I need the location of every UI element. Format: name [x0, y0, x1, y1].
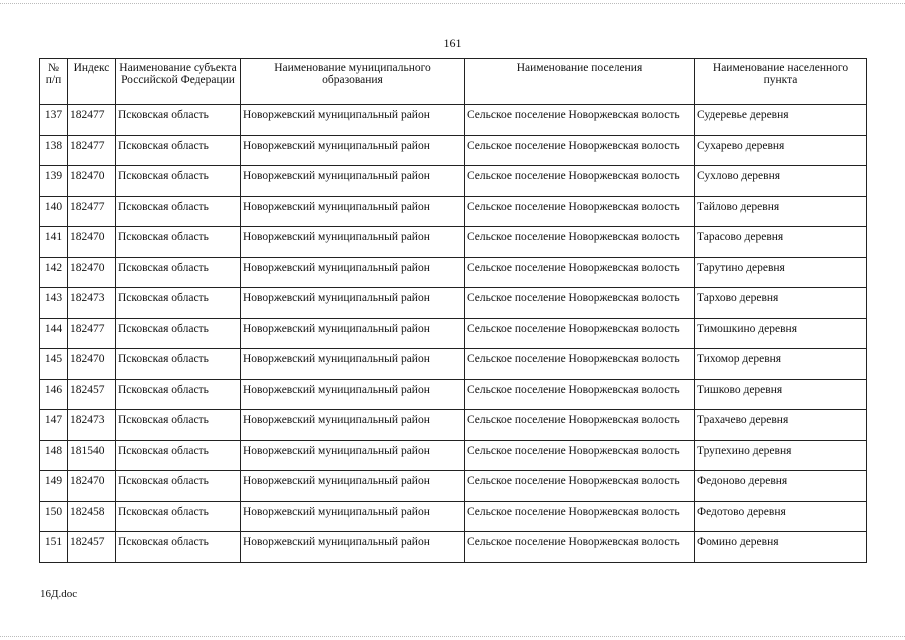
cell-settlement: Сельское поселение Новоржевская волость: [465, 471, 695, 502]
cell-num: 144: [40, 318, 68, 349]
cell-municipality: Новоржевский муниципальный район: [241, 227, 465, 258]
table-row: [40, 288, 867, 319]
settlements-table: [39, 58, 867, 563]
cell-num: 151: [40, 532, 68, 563]
table-header-row: [40, 59, 867, 105]
cell-municipality: Новоржевский муниципальный район: [241, 135, 465, 166]
cell-index: 182470: [68, 471, 116, 502]
cell-index: 182477: [68, 135, 116, 166]
cell-subject: Псковская область: [116, 349, 241, 380]
cell-place: Сухлово деревня: [695, 166, 867, 197]
cell-subject: Псковская область: [116, 471, 241, 502]
cell-settlement: Сельское поселение Новоржевская волость: [465, 227, 695, 258]
cell-settlement: Сельское поселение Новоржевская волость: [465, 196, 695, 227]
cell-municipality: Новоржевский муниципальный район: [241, 196, 465, 227]
cell-index: 182470: [68, 166, 116, 197]
cell-index: 181540: [68, 440, 116, 471]
cell-index: 182457: [68, 532, 116, 563]
cell-municipality: Новоржевский муниципальный район: [241, 257, 465, 288]
footer-file-name: 16Д.doc: [40, 588, 78, 600]
cell-place: Тайлово деревня: [695, 196, 867, 227]
cell-municipality: Новоржевский муниципальный район: [241, 349, 465, 380]
table-row: [40, 135, 867, 166]
cell-subject: Псковская область: [116, 257, 241, 288]
cell-settlement: Сельское поселение Новоржевская волость: [465, 166, 695, 197]
cell-settlement: Сельское поселение Новоржевская волость: [465, 532, 695, 563]
cell-index: 182470: [68, 257, 116, 288]
scan-edge-top: [0, 3, 905, 4]
cell-settlement: Сельское поселение Новоржевская волость: [465, 410, 695, 441]
cell-num: 138: [40, 135, 68, 166]
cell-index: 182477: [68, 196, 116, 227]
cell-municipality: Новоржевский муниципальный район: [241, 532, 465, 563]
cell-municipality: Новоржевский муниципальный район: [241, 105, 465, 136]
table-row: [40, 166, 867, 197]
header-settlement: Наименование поселения: [465, 59, 695, 105]
cell-index: 182458: [68, 501, 116, 532]
cell-settlement: Сельское поселение Новоржевская волость: [465, 379, 695, 410]
cell-index: 182470: [68, 227, 116, 258]
cell-num: 141: [40, 227, 68, 258]
page-number: 161: [443, 36, 462, 50]
cell-municipality: Новоржевский муниципальный район: [241, 318, 465, 349]
cell-subject: Псковская область: [116, 440, 241, 471]
header-municipality: Наименование муниципального образования: [241, 59, 465, 105]
cell-place: Тихомор деревня: [695, 349, 867, 380]
cell-subject: Псковская область: [116, 410, 241, 441]
table-row: [40, 349, 867, 380]
cell-municipality: Новоржевский муниципальный район: [241, 379, 465, 410]
cell-place: Трупехино деревня: [695, 440, 867, 471]
header-index: Индекс: [68, 59, 116, 105]
cell-place: Тишково деревня: [695, 379, 867, 410]
cell-place: Федотово деревня: [695, 501, 867, 532]
table-row: [40, 105, 867, 136]
table-row: [40, 196, 867, 227]
cell-index: 182457: [68, 379, 116, 410]
table-row: [40, 318, 867, 349]
cell-place: Сухарево деревня: [695, 135, 867, 166]
cell-settlement: Сельское поселение Новоржевская волость: [465, 440, 695, 471]
cell-municipality: Новоржевский муниципальный район: [241, 288, 465, 319]
table-row: [40, 532, 867, 563]
cell-place: Тимошкино деревня: [695, 318, 867, 349]
cell-settlement: Сельское поселение Новоржевская волость: [465, 349, 695, 380]
cell-municipality: Новоржевский муниципальный район: [241, 166, 465, 197]
cell-settlement: Сельское поселение Новоржевская волость: [465, 288, 695, 319]
cell-num: 143: [40, 288, 68, 319]
cell-place: Судеревье деревня: [695, 105, 867, 136]
cell-place: Тарутино деревня: [695, 257, 867, 288]
cell-subject: Псковская область: [116, 135, 241, 166]
cell-municipality: Новоржевский муниципальный район: [241, 501, 465, 532]
table-row: [40, 471, 867, 502]
cell-settlement: Сельское поселение Новоржевская волость: [465, 135, 695, 166]
cell-num: 139: [40, 166, 68, 197]
cell-settlement: Сельское поселение Новоржевская волость: [465, 318, 695, 349]
cell-num: 140: [40, 196, 68, 227]
cell-municipality: Новоржевский муниципальный район: [241, 471, 465, 502]
cell-settlement: Сельское поселение Новоржевская волость: [465, 501, 695, 532]
cell-settlement: Сельское поселение Новоржевская волость: [465, 257, 695, 288]
cell-num: 148: [40, 440, 68, 471]
cell-num: 145: [40, 349, 68, 380]
cell-num: 149: [40, 471, 68, 502]
cell-subject: Псковская область: [116, 105, 241, 136]
cell-num: 147: [40, 410, 68, 441]
cell-settlement: Сельское поселение Новоржевская волость: [465, 105, 695, 136]
cell-index: 182473: [68, 410, 116, 441]
cell-place: Фомино деревня: [695, 532, 867, 563]
table-row: [40, 501, 867, 532]
cell-index: 182470: [68, 349, 116, 380]
header-num: № п/п: [40, 59, 68, 105]
cell-subject: Псковская область: [116, 379, 241, 410]
table-row: [40, 379, 867, 410]
cell-subject: Псковская область: [116, 196, 241, 227]
cell-place: Трахачево деревня: [695, 410, 867, 441]
table-row: [40, 410, 867, 441]
cell-index: 182477: [68, 318, 116, 349]
cell-subject: Псковская область: [116, 288, 241, 319]
cell-index: 182477: [68, 105, 116, 136]
scan-edge-bottom: [0, 636, 905, 637]
cell-municipality: Новоржевский муниципальный район: [241, 440, 465, 471]
cell-num: 142: [40, 257, 68, 288]
header-place: Наименование населенного пункта: [695, 59, 867, 105]
cell-num: 146: [40, 379, 68, 410]
cell-subject: Псковская область: [116, 501, 241, 532]
table-row: [40, 227, 867, 258]
cell-subject: Псковская область: [116, 532, 241, 563]
cell-subject: Псковская область: [116, 166, 241, 197]
cell-subject: Псковская область: [116, 318, 241, 349]
table-row: [40, 257, 867, 288]
cell-subject: Псковская область: [116, 227, 241, 258]
cell-municipality: Новоржевский муниципальный район: [241, 410, 465, 441]
cell-place: Федоново деревня: [695, 471, 867, 502]
cell-place: Тархово деревня: [695, 288, 867, 319]
header-subject: Наименование субъекта Российской Федерации: [116, 59, 241, 105]
cell-index: 182473: [68, 288, 116, 319]
cell-num: 137: [40, 105, 68, 136]
cell-num: 150: [40, 501, 68, 532]
table-row: [40, 440, 867, 471]
cell-place: Тарасово деревня: [695, 227, 867, 258]
